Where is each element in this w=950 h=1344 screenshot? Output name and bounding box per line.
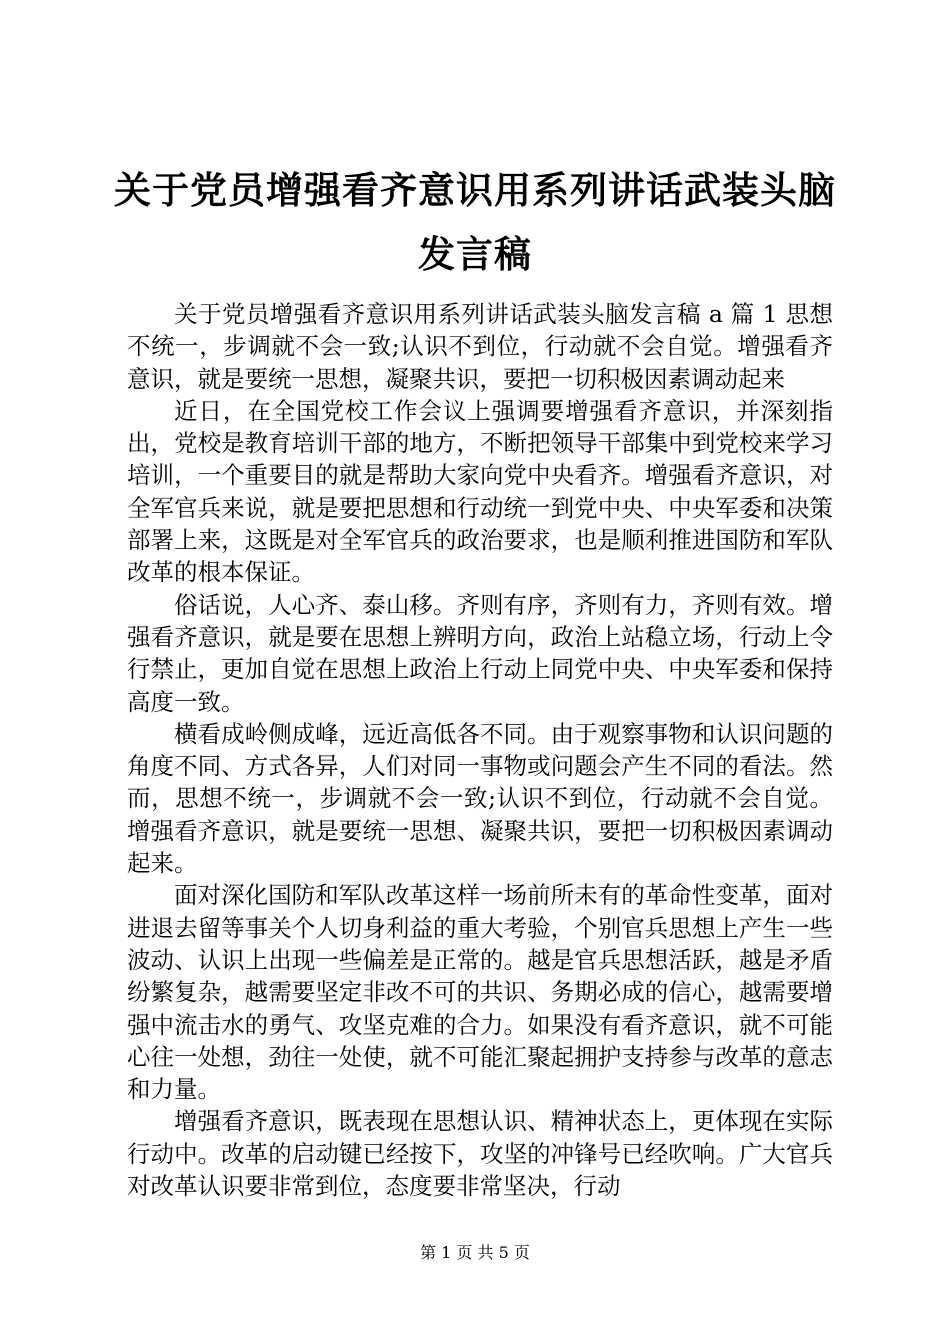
document-title: 关于党员增强看齐意识用系列讲话武装头脑发言稿 [114, 168, 836, 276]
page-number-footer: 第 1 页 共 5 页 [420, 1243, 530, 1262]
paragraph-5: 面对深化国防和军队改革这样一场前所未有的革命性变革，面对进退去留等事关个人切身利益的重大考验，个别官兵思想上产生一些波动、认识上出现一些偏差是正常的。越是官兵思想活跃，越是矛盾纷繁复杂，越需要坚定非改不可的共识、务期必成的信心，越需要增强中流击水的勇气、攻坚克难的合力。如果没有看齐意识，就不可能心往一处想，劲往一处使，就不可能汇聚起拥护支持参与改革的意志和力量。 [127, 881, 833, 1104]
paragraph-1: 关于党员增强看齐意识用系列讲话武装头脑发言稿 a 篇 1 思想不统一，步调就不会一致;认识不到位，行动就不会自觉。增强看齐意识，就是要统一思想，凝聚共识，要把一切积极因素调动起来 [127, 300, 833, 393]
document-body [127, 298, 833, 1202]
paragraph-3: 俗话说，人心齐、泰山移。齐则有序，齐则有力，齐则有效。增强看齐意识，就是要在思想上辨明方向，政治上站稳立场，行动上令行禁止，更加自觉在思想上政治上行动上同党中央、中央军委和保持高度一致。 [127, 590, 833, 716]
paragraph-2: 近日，在全国党校工作会议上强调要增强看齐意识，并深刻指出，党校是教育培训干部的地方，不断把领导干部集中到党校来学习培训，一个重要目的就是帮助大家向党中央看齐。增强看齐意识，对全军官兵来说，就是要把思想和行动统一到党中央、中央军委和决策部署上来，这既是对全军官兵的政治要求，也是顺利推进国防和军队改革的根本保证。 [127, 396, 833, 587]
paragraph-4: 横看成岭侧成峰，远近高低各不同。由于观察事物和认识问题的角度不同、方式各异，人们对同一事物或问题会产生不同的看法。然而，思想不统一，步调就不会一致;认识不到位，行动就不会自觉。增强看齐意识，就是要统一思想、凝聚共识，要把一切积极因素调动起来。 [127, 719, 833, 878]
paragraph-6: 增强看齐意识，既表现在思想认识、精神状态上，更体现在实际行动中。改革的启动键已经按下，攻坚的冲锋号已经吹响。广大官兵对改革认识要非常到位，态度要非常坚决，行动 [127, 1107, 833, 1201]
